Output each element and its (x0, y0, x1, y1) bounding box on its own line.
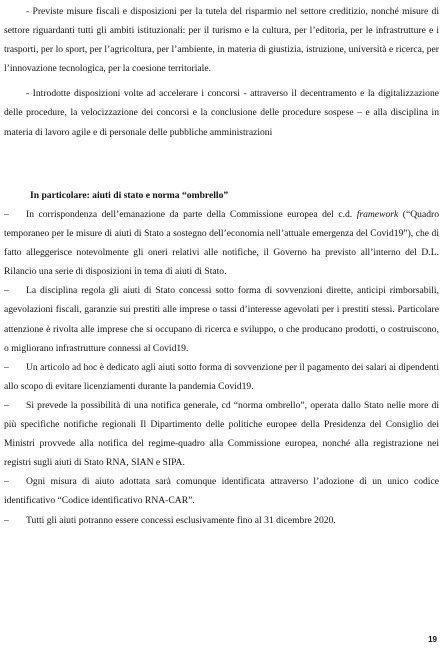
bullet-dash: – (4, 285, 9, 297)
bullet-text-after: (“Quadro temporaneo per le misure di aiuti di Stato a sostegno dell’economia nell’attuale emergenza del Covid19”), che di fatto alleggerisce notevolmente gli oneri relativi alle notifiche, il Governo ha previsto all’interno del D.L. Rilancio una serie di disposizioni in tema di aiuti di Stato. (4, 209, 440, 278)
section-heading: In particolare: aiuti di stato e norma “ombrello” (30, 190, 229, 201)
bullet-dash: – (4, 514, 9, 526)
bullet-item-5 (4, 472, 439, 510)
bullet-text: Tutti gli aiuti potranno essere concessi esclusivamente fino al 31 dicembre 2020. (26, 514, 336, 526)
bullet-item-4 (4, 396, 439, 472)
intro-paragraph-2: - Introdotte disposizioni volte ad accelerare i concorsi - attraverso il decentramento e la digitalizzazione delle procedure, la velocizzazione dei concorsi e la conclusione delle procedure sospese – e alla disciplina in materia di lavoro agile e di personale delle pubbliche amministrazioni (4, 88, 439, 138)
intro-paragraph-1: - Previste misure fiscali e disposizioni per la tutela del risparmio nel settore creditizio, nonché misure di settore riguardanti tutti gli ambiti istituzionali: per il turismo e la cultura, per l’editoria, per le infrastrutture e i trasporti, per lo sport, per l’agricoltura, per l’ambiente, in materia di giustizia, istruzione, università e ricerca, per l’innovazione tecnologica, per la coesione territoriale. (4, 6, 439, 75)
bullet-text: Un articolo ad hoc è dedicato agli aiuti sotto forma di sovvenzione per il pagamento dei salari ai dipendenti allo scopo di evitare licenziamenti durante la pandemia Covid19. (4, 361, 439, 392)
bullet-dash: – (4, 476, 9, 488)
bullet-text: Si prevede la possibilità di una notifica generale, cd “norma ombrello”, operata dallo Stato nelle more di più specifiche notifiche regionali Il Dipartimento delle politiche europee della Presidenza del Consiglio dei Ministri provvede alla notifica del regime-quadro alla Commissione europea, nonché alla registrazione nei registri sugli aiuti di Stato RNA, SIAN e SIPA. (4, 399, 439, 469)
bullet-text: La disciplina regola gli aiuti di Stato concessi sotto forma di sovvenzioni dirette, anticipi rimborsabili, agevolazioni fiscali, garanzie sui prestiti alle imprese o tassi d’interesse agevolati per i prestiti stessi. Particolare attenzione è rivolta alle imprese che si occupano di ricerca e sviluppo, o che producano prodotti, o costruiscono, o migliorano infrastrutture connessi al Covid19. (4, 285, 439, 354)
bullet-text-italic: framework (356, 209, 399, 220)
bullet-text-before: In corrispondenza dell’emanazione da parte della Commissione europea del c.d. (26, 209, 357, 220)
bullet-dash: – (4, 399, 9, 411)
bullet-item-6 (4, 511, 439, 530)
bullet-item-1 (4, 205, 439, 281)
page-number: 19 (428, 635, 437, 644)
bullet-item-2 (4, 281, 439, 357)
bullet-dash: – (4, 209, 9, 220)
bullet-text: Ogni misura di aiuto adottata sarà comunque identificata attraverso l’adozione di un unico codice identificativo “Codice identificativo RNA-CAR”. (4, 476, 439, 507)
bullet-dash: – (4, 361, 9, 373)
body-text (4, 2, 439, 142)
bullet-item-3 (4, 358, 439, 396)
bullet-list (4, 205, 439, 530)
